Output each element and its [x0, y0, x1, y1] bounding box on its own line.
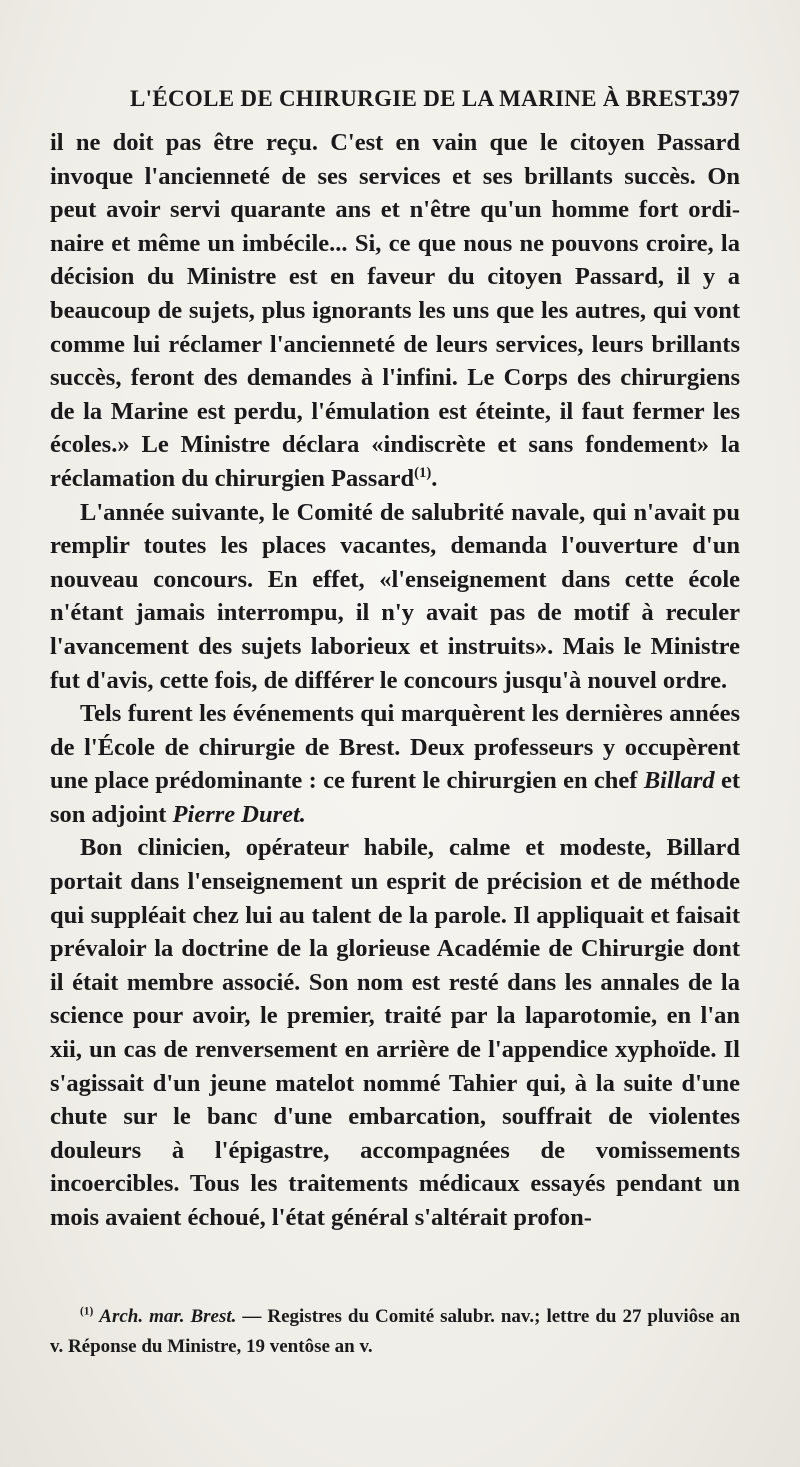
paragraph-1	[50, 126, 740, 496]
footnote-1	[50, 1302, 740, 1362]
page-header	[50, 84, 740, 118]
footnote-source: Arch. mar. Brest.	[99, 1306, 237, 1327]
footnote-reference: (1)	[414, 464, 432, 481]
running-head: L'ÉCOLE DE CHIRURGIE DE LA MARINE À BREST.	[130, 86, 708, 111]
paragraph-3	[50, 697, 740, 831]
name-pierre-duret: Pierre Duret.	[172, 800, 306, 828]
paragraph-1-end: .	[431, 464, 438, 492]
paragraph-4: Bon clinicien, opérateur habile, calme et modeste, Billard portait dans l'enseignement un esprit de précision et de méthode qui suppléait chez lui au talent de la parole. Il appliquait et faisait prévaloir la doctrine de la glorieuse Académie de Chirurgie dont il était membre associé. Son nom est resté dans les annales de la science pour avoir, le premier, traité par la laparotomie, en l'an xii, un cas de renversement en arrière de l'appendice xyphoïde. Il s'agissait d'un jeune matelot nommé Tahier qui, à la suite d'une chute sur le banc d'une embarcation, souffrait de violentes douleurs à l'épigastre, accompagnées de vomissements incoercibles. Tous les traitements médicaux essayés pendant un mois avaient échoué, l'état général s'altérait profon-	[50, 834, 740, 1231]
footnote-text: — Registres du Comité salubr. nav.; lettre du 27 pluviôse an v. Réponse du Ministre, 19 ventôse an v.	[50, 1306, 741, 1357]
footnote-marker: (1)	[80, 1305, 94, 1318]
paragraph-3-text-b: et son adjoint	[50, 767, 741, 828]
body-text	[50, 126, 740, 1235]
paragraph-2: L'année suivante, le Comité de salubrité navale, qui n'avait pu remplir toutes les places vacantes, demanda l'ouverture d'un nouveau concours. En effet, «l'enseignement dans cette école n'étant jamais interrompu, il n'y avait pas de motif à reculer l'avancement des sujets laborieux et instruits». Mais le Ministre fut d'avis, cette fois, de différer le concours jusqu'à nouvel ordre.	[50, 498, 740, 694]
page-number: 397	[704, 86, 740, 111]
name-billard: Billard	[643, 767, 715, 795]
paragraph-1-text: il ne doit pas être reçu. C'est en vain que le citoyen Passard invoque l'ancienneté de ses services et ses brillants succès. On peut avoir servi quarante ans et n'être qu'un homme fort ordinaire et même un imbécile... Si, ce que nous ne pouvons croire, la décision du Ministre est en faveur du citoyen Passard, il y a beaucoup de sujets, plus ignorants les uns que les autres, qui vont comme lui réclamer l'ancienneté de leurs services, leurs brillants succès, feront des demandes à l'infini. Le Corps des chirurgiens de la Marine est perdu, l'émulation est éteinte, il faut fermer les écoles.» Le Ministre déclara «indiscrète et sans fondement» la réclamation du chirurgien Passard	[50, 129, 740, 492]
footnote	[50, 1302, 740, 1362]
paragraph-3-text-a: Tels furent les événements qui marquèrent les dernières années de l'École de chirurgie de Brest. Deux professeurs y occupèrent une place prédominante : ce furent le chirurgien en chef	[50, 700, 740, 795]
